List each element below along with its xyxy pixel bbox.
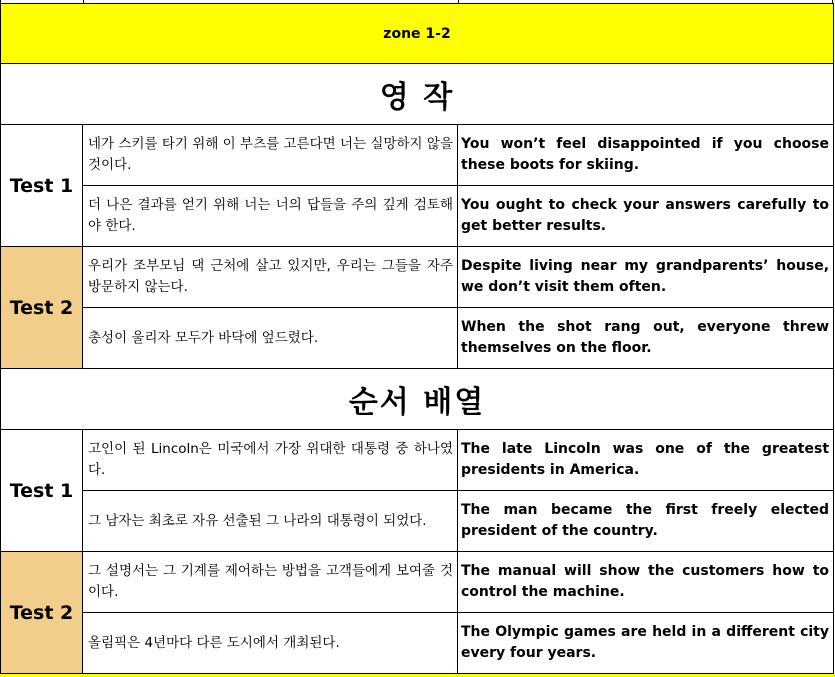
section-title: 순서 배열 xyxy=(1,369,834,430)
korean-sentence: 더 나은 결과를 얻기 위해 너는 너의 답들을 주의 깊게 검토해야 한다. xyxy=(83,186,458,247)
korean-sentence: 총성이 울리자 모두가 바닥에 엎드렸다. xyxy=(83,308,458,369)
korean-sentence: 그 설명서는 그 기계를 제어하는 방법을 고객들에게 보여줄 것이다. xyxy=(83,552,458,613)
english-sentence: You won’t feel disappointed if you choose these boots for skiing. xyxy=(458,125,834,186)
test-label: Test 2 xyxy=(1,247,83,369)
korean-sentence: 고인이 된 Lincoln은 미국에서 가장 위대한 대통령 중 하나였다. xyxy=(83,430,458,491)
section-title: 영 작 xyxy=(1,64,834,125)
korean-sentence: 우리가 조부모님 댁 근처에 살고 있지만, 우리는 그들을 자주 방문하지 않는다. xyxy=(83,247,458,308)
english-sentence: The manual will show the customers how to control the machine. xyxy=(458,552,834,613)
english-sentence: The man became the first freely elected president of the country. xyxy=(458,491,834,552)
korean-sentence: 그 남자는 최초로 자유 선출된 그 나라의 대통령이 되었다. xyxy=(83,491,458,552)
korean-sentence: 네가 스키를 타기 위해 이 부츠를 고른다면 너는 실망하지 않을 것이다. xyxy=(83,125,458,186)
english-sentence: The late Lincoln was one of the greatest presidents in America. xyxy=(458,430,834,491)
test-label: Test 2 xyxy=(1,552,83,674)
zone-header: zone 1-2 xyxy=(1,4,834,64)
top-border xyxy=(0,0,833,3)
english-sentence: When the shot rang out, everyone threw themselves on the floor. xyxy=(458,308,834,369)
english-sentence: You ought to check your answers carefully to get better results. xyxy=(458,186,834,247)
test-label: Test 1 xyxy=(1,430,83,552)
test-label: Test 1 xyxy=(1,125,83,247)
english-sentence: The Olympic games are held in a different city every four years. xyxy=(458,613,834,674)
korean-sentence: 올림픽은 4년마다 다른 도시에서 개최된다. xyxy=(83,613,458,674)
english-sentence: Despite living near my grandparents’ house, we don’t visit them often. xyxy=(458,247,834,308)
worksheet-table xyxy=(0,3,834,674)
